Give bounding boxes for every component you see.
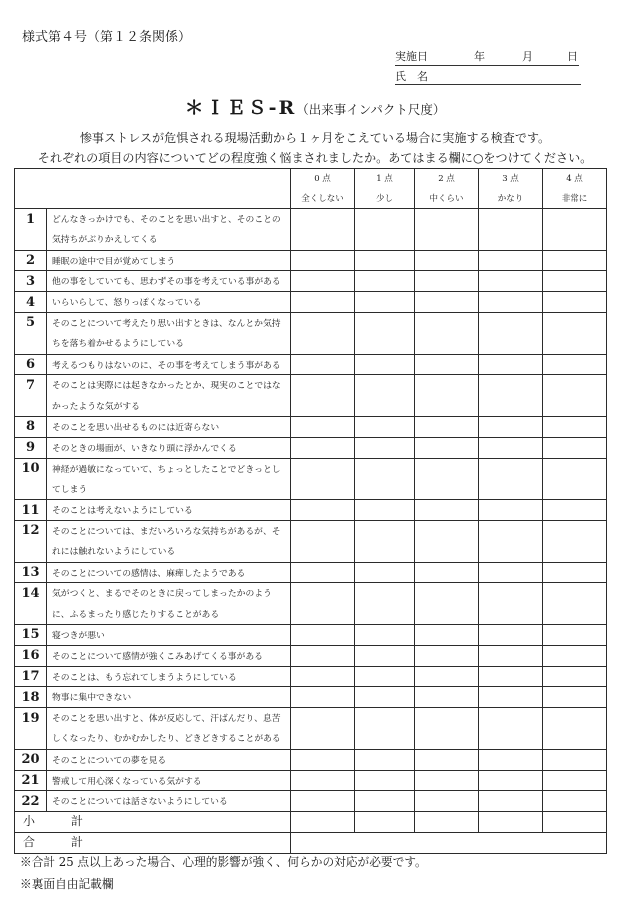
score-cell-3[interactable] <box>479 438 543 459</box>
scale-points: 4 点 <box>566 174 583 184</box>
scale-label: 非常に <box>561 194 588 204</box>
score-cell-2[interactable] <box>415 251 479 272</box>
scale-points: 3 点 <box>502 174 519 184</box>
score-cell-1[interactable] <box>355 438 415 459</box>
year-label: 年 <box>474 50 485 63</box>
score-cell-3[interactable] <box>479 271 543 292</box>
score-cell-3[interactable] <box>479 417 543 438</box>
item-number: 11 <box>15 500 47 521</box>
title-main: ＊ＩＥＳ-R <box>184 97 297 119</box>
score-cell-0[interactable] <box>291 583 355 625</box>
score-cell-4[interactable] <box>543 438 607 459</box>
scale-header-cell <box>415 169 479 209</box>
item-text <box>47 313 291 355</box>
item-row <box>15 438 607 459</box>
item-row <box>15 625 607 646</box>
score-cell-3[interactable] <box>479 251 543 272</box>
name-field[interactable] <box>395 69 581 85</box>
item-text <box>47 625 291 646</box>
item-text-line: に、ふるまったり感じたりすることがある <box>52 609 220 620</box>
item-text <box>47 459 291 501</box>
score-cell-1[interactable] <box>355 750 415 771</box>
item-number: 9 <box>15 438 47 459</box>
score-cell-1[interactable] <box>355 500 415 521</box>
item-text-line: そのことは実際には起きなかったとか、現実のことではな <box>52 381 281 392</box>
item-row <box>15 355 607 376</box>
scale-label: 少し <box>375 194 393 204</box>
item-text-line: そのことについての夢を見る <box>52 755 167 766</box>
score-cell-2[interactable] <box>415 292 479 313</box>
score-cell-4[interactable] <box>543 563 607 584</box>
total-row <box>15 833 607 854</box>
score-cell-0[interactable] <box>291 750 355 771</box>
score-cell-1[interactable] <box>355 646 415 667</box>
score-cell-4[interactable] <box>543 771 607 792</box>
score-cell-4[interactable] <box>543 667 607 688</box>
score-cell-3[interactable] <box>479 667 543 688</box>
item-number: 13 <box>15 563 47 584</box>
score-cell-2[interactable] <box>415 791 479 812</box>
item-text-line: 睡眠の途中で目が覚めてしまう <box>52 256 176 267</box>
item-row <box>15 271 607 292</box>
item-text <box>47 251 291 272</box>
item-text <box>47 355 291 376</box>
item-text <box>47 521 291 563</box>
score-cell-1[interactable] <box>355 563 415 584</box>
score-cell-1[interactable] <box>355 375 415 417</box>
score-cell-2[interactable] <box>415 500 479 521</box>
score-cell-4[interactable] <box>543 417 607 438</box>
item-number: 10 <box>15 459 47 501</box>
scale-points: 2 点 <box>438 174 455 184</box>
scale-header-cell <box>543 169 607 209</box>
item-text-line: 他の事をしていても、思わずその事を考えている事がある <box>52 277 281 288</box>
item-text-line: 警戒して用心深くなっている気がする <box>52 776 202 787</box>
item-text-line: そのときの場面が、いきなり頭に浮かんでくる <box>52 443 237 454</box>
scale-label: 全くしない <box>301 194 344 204</box>
item-text-line: そのことについて感情が強くこみあげてくる事がある <box>52 651 263 662</box>
score-cell-4[interactable] <box>543 625 607 646</box>
score-cell-4[interactable] <box>543 708 607 750</box>
item-row <box>15 500 607 521</box>
score-cell-4[interactable] <box>543 750 607 771</box>
item-number: 7 <box>15 375 47 417</box>
item-text <box>47 708 291 750</box>
score-cell-3[interactable] <box>479 500 543 521</box>
item-text <box>47 687 291 708</box>
score-cell-1[interactable] <box>355 251 415 272</box>
score-cell-1[interactable] <box>355 708 415 750</box>
score-cell-1[interactable] <box>355 313 415 355</box>
scale-header-cell <box>355 169 415 209</box>
item-row <box>15 417 607 438</box>
score-cell-0[interactable] <box>291 646 355 667</box>
scale-header-cell <box>291 169 355 209</box>
score-cell-4[interactable] <box>543 355 607 376</box>
item-text-line: どんなきっかけでも、そのことを思い出すと、そのことの <box>52 215 281 225</box>
score-cell-3[interactable] <box>479 708 543 750</box>
form-number-label: 様式第４号（第１２条関係） <box>22 30 192 45</box>
item-number: 8 <box>15 417 47 438</box>
item-number: 2 <box>15 251 47 272</box>
item-text-line: 神経が過敏になっていて、ちょっとしたことでどきっとし <box>52 464 281 475</box>
item-text <box>47 417 291 438</box>
score-cell-0[interactable] <box>291 313 355 355</box>
score-cell-3[interactable] <box>479 646 543 667</box>
score-cell-3[interactable] <box>479 583 543 625</box>
subtotal-cell-0[interactable] <box>291 812 355 833</box>
score-cell-4[interactable] <box>543 459 607 501</box>
item-number: 17 <box>15 667 47 688</box>
score-cell-1[interactable] <box>355 625 415 646</box>
score-cell-1[interactable] <box>355 771 415 792</box>
item-text-line: てしまう <box>52 484 88 495</box>
item-text <box>47 500 291 521</box>
instruction-line: 惨事ストレスが危惧される現場活動から１ヶ月をこえている場合に実施する検査です。 <box>79 131 551 145</box>
item-row <box>15 563 607 584</box>
score-cell-0[interactable] <box>291 271 355 292</box>
item-row <box>15 583 607 625</box>
score-cell-0[interactable] <box>291 687 355 708</box>
score-cell-2[interactable] <box>415 667 479 688</box>
score-cell-0[interactable] <box>291 708 355 750</box>
item-number: 22 <box>15 791 47 812</box>
note-line: ※裏面自由記載欄 <box>20 877 114 891</box>
item-text <box>47 750 291 771</box>
score-cell-4[interactable] <box>543 313 607 355</box>
item-text-line: しくなったり、むかむかしたり、どきどきすることがある <box>52 734 281 745</box>
score-cell-4[interactable] <box>543 271 607 292</box>
item-text-line: いらいらして、怒りっぽくなっている <box>52 298 202 309</box>
item-text <box>47 667 291 688</box>
score-cell-1[interactable] <box>355 791 415 812</box>
instructions <box>0 128 630 168</box>
score-cell-4[interactable] <box>543 251 607 272</box>
score-cell-2[interactable] <box>415 750 479 771</box>
item-number: 19 <box>15 708 47 750</box>
item-row <box>15 251 607 272</box>
score-cell-3[interactable] <box>479 459 543 501</box>
score-cell-3[interactable] <box>479 355 543 376</box>
score-cell-2[interactable] <box>415 459 479 501</box>
scale-points: 0 点 <box>314 174 331 184</box>
score-cell-0[interactable] <box>291 625 355 646</box>
score-cell-2[interactable] <box>415 563 479 584</box>
subtotal-cell-4[interactable] <box>543 812 607 833</box>
item-text <box>47 375 291 417</box>
item-number: 20 <box>15 750 47 771</box>
score-cell-0[interactable] <box>291 771 355 792</box>
score-cell-0[interactable] <box>291 459 355 501</box>
item-number: 12 <box>15 521 47 563</box>
score-cell-4[interactable] <box>543 521 607 563</box>
page-title <box>0 96 630 120</box>
instruction-line: それぞれの項目の内容についてどの程度強く悩まされましたか。あてはまる欄に○をつけてください。 <box>37 151 593 165</box>
score-cell-2[interactable] <box>415 271 479 292</box>
item-number: 1 <box>15 209 47 251</box>
score-cell-1[interactable] <box>355 417 415 438</box>
scale-label: かなり <box>497 194 524 204</box>
total-label: 合 計 <box>15 833 291 854</box>
item-row <box>15 771 607 792</box>
item-text-line: 気持ちがぶりかえしてくる <box>52 235 158 246</box>
score-cell-3[interactable] <box>479 625 543 646</box>
score-cell-2[interactable] <box>415 521 479 563</box>
score-cell-4[interactable] <box>543 500 607 521</box>
item-number: 5 <box>15 313 47 355</box>
item-text-line: 物事に集中できない <box>52 693 132 704</box>
item-number: 4 <box>15 292 47 313</box>
score-cell-4[interactable] <box>543 687 607 708</box>
score-cell-1[interactable] <box>355 687 415 708</box>
item-text <box>47 292 291 313</box>
item-text-line: そのことを思い出せるものには近寄らない <box>52 422 220 433</box>
item-row <box>15 750 607 771</box>
table-header-row <box>15 169 607 209</box>
score-cell-1[interactable] <box>355 292 415 313</box>
item-number: 15 <box>15 625 47 646</box>
score-cell-4[interactable] <box>543 292 607 313</box>
item-text <box>47 271 291 292</box>
item-row <box>15 292 607 313</box>
score-cell-4[interactable] <box>543 791 607 812</box>
score-cell-0[interactable] <box>291 563 355 584</box>
score-cell-0[interactable] <box>291 438 355 459</box>
item-row <box>15 708 607 750</box>
subtotal-cell-2[interactable] <box>415 812 479 833</box>
item-text-line: かったような気がする <box>52 401 140 412</box>
item-text <box>47 438 291 459</box>
note-line: ※合計 25 点以上あった場合、心理的影響が強く、何らかの対応が必要です。 <box>20 855 427 869</box>
item-row <box>15 313 607 355</box>
item-text <box>47 771 291 792</box>
score-cell-1[interactable] <box>355 459 415 501</box>
score-cell-1[interactable] <box>355 271 415 292</box>
item-text-line: 考えるつもりはないのに、その事を考えてしまう事がある <box>52 360 281 371</box>
scale-header-cell <box>479 169 543 209</box>
item-text <box>47 791 291 812</box>
item-number: 16 <box>15 646 47 667</box>
score-cell-3[interactable] <box>479 687 543 708</box>
score-cell-1[interactable] <box>355 209 415 251</box>
score-cell-3[interactable] <box>479 521 543 563</box>
score-cell-2[interactable] <box>415 708 479 750</box>
score-cell-0[interactable] <box>291 521 355 563</box>
score-cell-0[interactable] <box>291 375 355 417</box>
score-cell-2[interactable] <box>415 313 479 355</box>
score-cell-3[interactable] <box>479 209 543 251</box>
item-row <box>15 687 607 708</box>
subtotal-cell-3[interactable] <box>479 812 543 833</box>
item-text-line: そのことを思い出すと、体が反応して、汗ばんだり、息苦 <box>52 714 281 725</box>
score-cell-3[interactable] <box>479 313 543 355</box>
name-label: 氏 名 <box>395 70 428 83</box>
score-cell-3[interactable] <box>479 750 543 771</box>
header-blank-cell <box>15 169 291 209</box>
score-cell-0[interactable] <box>291 251 355 272</box>
score-cell-0[interactable] <box>291 292 355 313</box>
score-cell-3[interactable] <box>479 563 543 584</box>
score-cell-0[interactable] <box>291 355 355 376</box>
score-cell-3[interactable] <box>479 791 543 812</box>
item-text-line: そのことは考えないようにしている <box>52 506 193 517</box>
score-cell-0[interactable] <box>291 791 355 812</box>
item-text <box>47 583 291 625</box>
score-cell-0[interactable] <box>291 209 355 251</box>
item-text <box>47 563 291 584</box>
item-row <box>15 521 607 563</box>
item-number: 3 <box>15 271 47 292</box>
item-text-line: 気がつくと、まるでそのときに戻ってしまったかのよう <box>52 589 272 600</box>
score-cell-4[interactable] <box>543 375 607 417</box>
item-row <box>15 791 607 812</box>
item-text-line: そのことについての感情は、麻痺したようである <box>52 568 246 579</box>
item-row <box>15 667 607 688</box>
item-text <box>47 209 291 251</box>
item-text-line: そのことは、もう忘れてしまうようにしている <box>52 672 237 683</box>
item-number: 21 <box>15 771 47 792</box>
item-number: 18 <box>15 687 47 708</box>
score-cell-0[interactable] <box>291 417 355 438</box>
score-cell-2[interactable] <box>415 355 479 376</box>
score-cell-1[interactable] <box>355 583 415 625</box>
subtotal-row <box>15 812 607 833</box>
item-text-line: そのことについては、まだいろいろな気持ちがあるが、そ <box>52 526 281 537</box>
score-cell-4[interactable] <box>543 209 607 251</box>
score-cell-2[interactable] <box>415 209 479 251</box>
scale-label: 中くらい <box>429 194 464 204</box>
score-cell-2[interactable] <box>415 375 479 417</box>
item-row <box>15 209 607 251</box>
item-number: 14 <box>15 583 47 625</box>
score-cell-2[interactable] <box>415 417 479 438</box>
score-cell-2[interactable] <box>415 438 479 459</box>
item-row <box>15 646 607 667</box>
score-cell-1[interactable] <box>355 667 415 688</box>
date-field[interactable] <box>395 49 579 66</box>
score-cell-3[interactable] <box>479 375 543 417</box>
score-cell-0[interactable] <box>291 500 355 521</box>
day-label: 日 <box>567 50 578 63</box>
item-text-line: れには触れないようにしている <box>52 547 176 558</box>
total-cell[interactable] <box>291 833 607 854</box>
subtotal-cell-1[interactable] <box>355 812 415 833</box>
item-text <box>47 646 291 667</box>
month-label: 月 <box>522 50 533 63</box>
date-label: 実施日 <box>395 50 428 63</box>
score-cell-1[interactable] <box>355 521 415 563</box>
item-text-line: そのことについては話さないようにしている <box>52 797 228 808</box>
score-cell-4[interactable] <box>543 583 607 625</box>
score-cell-2[interactable] <box>415 646 479 667</box>
score-cell-2[interactable] <box>415 625 479 646</box>
score-cell-0[interactable] <box>291 667 355 688</box>
subtotal-label: 小 計 <box>15 812 291 833</box>
item-number: 6 <box>15 355 47 376</box>
score-cell-4[interactable] <box>543 646 607 667</box>
item-row <box>15 375 607 417</box>
score-cell-1[interactable] <box>355 355 415 376</box>
item-text-line: ちを落ち着かせるようにしている <box>52 339 184 350</box>
iesr-table <box>14 168 607 854</box>
title-sub: （出来事インパクト尺度） <box>296 102 446 117</box>
score-cell-3[interactable] <box>479 771 543 792</box>
score-cell-3[interactable] <box>479 292 543 313</box>
item-row <box>15 459 607 501</box>
score-cell-2[interactable] <box>415 687 479 708</box>
score-cell-2[interactable] <box>415 771 479 792</box>
item-text-line: 寝つきが悪い <box>52 630 105 641</box>
scale-points: 1 点 <box>376 174 393 184</box>
item-text-line: そのことについて考えたり思い出すときは、なんとか気持 <box>52 318 281 329</box>
score-cell-2[interactable] <box>415 583 479 625</box>
